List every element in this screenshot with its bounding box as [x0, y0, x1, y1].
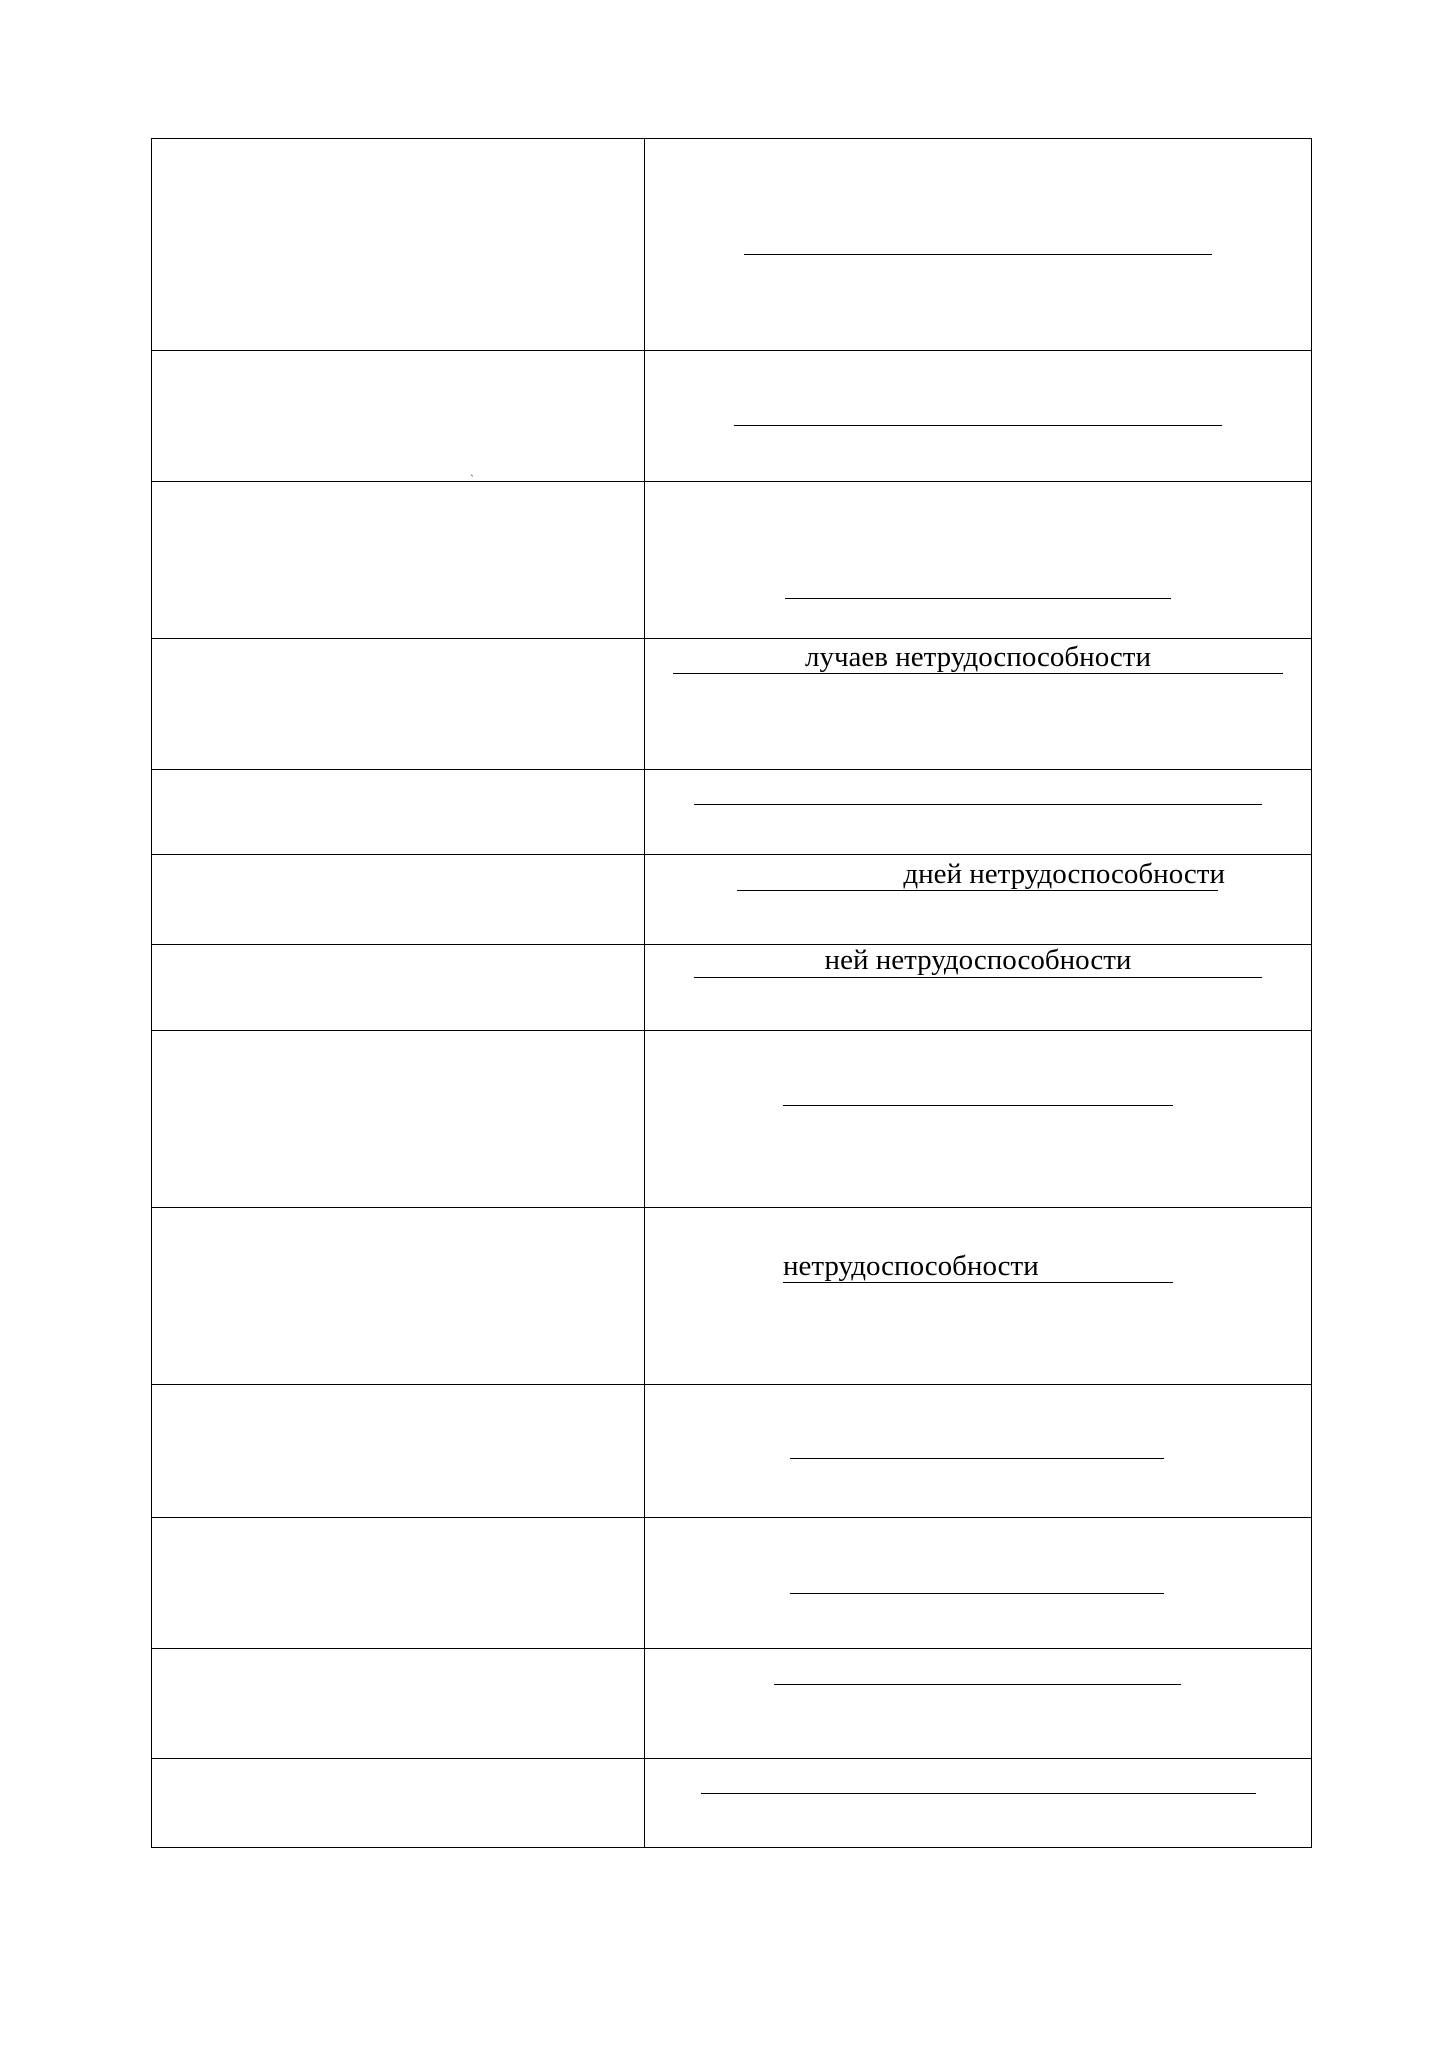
table-row [152, 1208, 1312, 1385]
label-cell [152, 1649, 645, 1759]
table-row [152, 351, 1312, 482]
label-cell [152, 945, 645, 1031]
fill-line [790, 1458, 1164, 1459]
label-cell [152, 1031, 645, 1208]
label-cell [152, 639, 645, 770]
fill-line [701, 1793, 1256, 1794]
fill-line [790, 1593, 1164, 1594]
table-row [152, 855, 1312, 945]
fill-line [673, 673, 1283, 674]
table-row [152, 1031, 1312, 1208]
fill-text: дней нетрудоспособности [903, 858, 1225, 890]
value-cell[interactable] [645, 351, 1312, 482]
value-cell[interactable] [645, 1518, 1312, 1649]
fill-line [744, 254, 1212, 255]
fill-text: ней нетрудоспособности [824, 944, 1132, 976]
table-row [152, 482, 1312, 639]
fill-text: нетрудоспособности [783, 1250, 1039, 1282]
fill-line [783, 1282, 1173, 1283]
form-table [151, 138, 1312, 1848]
value-cell[interactable] [645, 1385, 1312, 1518]
label-cell [152, 770, 645, 855]
table-row [152, 139, 1312, 351]
fill-line [783, 1105, 1173, 1106]
fill-text: лучаев нетрудоспособности [805, 641, 1151, 673]
value-cell[interactable] [645, 770, 1312, 855]
label-cell [152, 855, 645, 945]
fill-line [694, 977, 1262, 978]
fill-line [785, 598, 1171, 599]
value-cell[interactable] [645, 1208, 1312, 1385]
stray-mark: ` [470, 472, 474, 486]
label-cell [152, 1759, 645, 1848]
table-row [152, 639, 1312, 770]
table-row [152, 945, 1312, 1031]
value-cell[interactable] [645, 639, 1312, 770]
table-row [152, 1759, 1312, 1848]
fill-line [774, 1684, 1181, 1685]
table-row [152, 1385, 1312, 1518]
fill-line [694, 804, 1262, 805]
table-row [152, 1649, 1312, 1759]
label-cell [152, 1208, 645, 1385]
value-cell[interactable] [645, 1649, 1312, 1759]
label-cell [152, 139, 645, 351]
value-cell[interactable] [645, 1759, 1312, 1848]
value-cell[interactable] [645, 855, 1312, 945]
value-cell[interactable] [645, 139, 1312, 351]
value-cell[interactable] [645, 1031, 1312, 1208]
label-cell [152, 1518, 645, 1649]
value-cell[interactable] [645, 482, 1312, 639]
table-row [152, 770, 1312, 855]
table-row [152, 1518, 1312, 1649]
fill-line [737, 890, 1218, 891]
label-cell [152, 482, 645, 639]
value-cell[interactable] [645, 945, 1312, 1031]
label-cell [152, 351, 645, 486]
fill-line [734, 425, 1222, 426]
label-cell [152, 1385, 645, 1518]
